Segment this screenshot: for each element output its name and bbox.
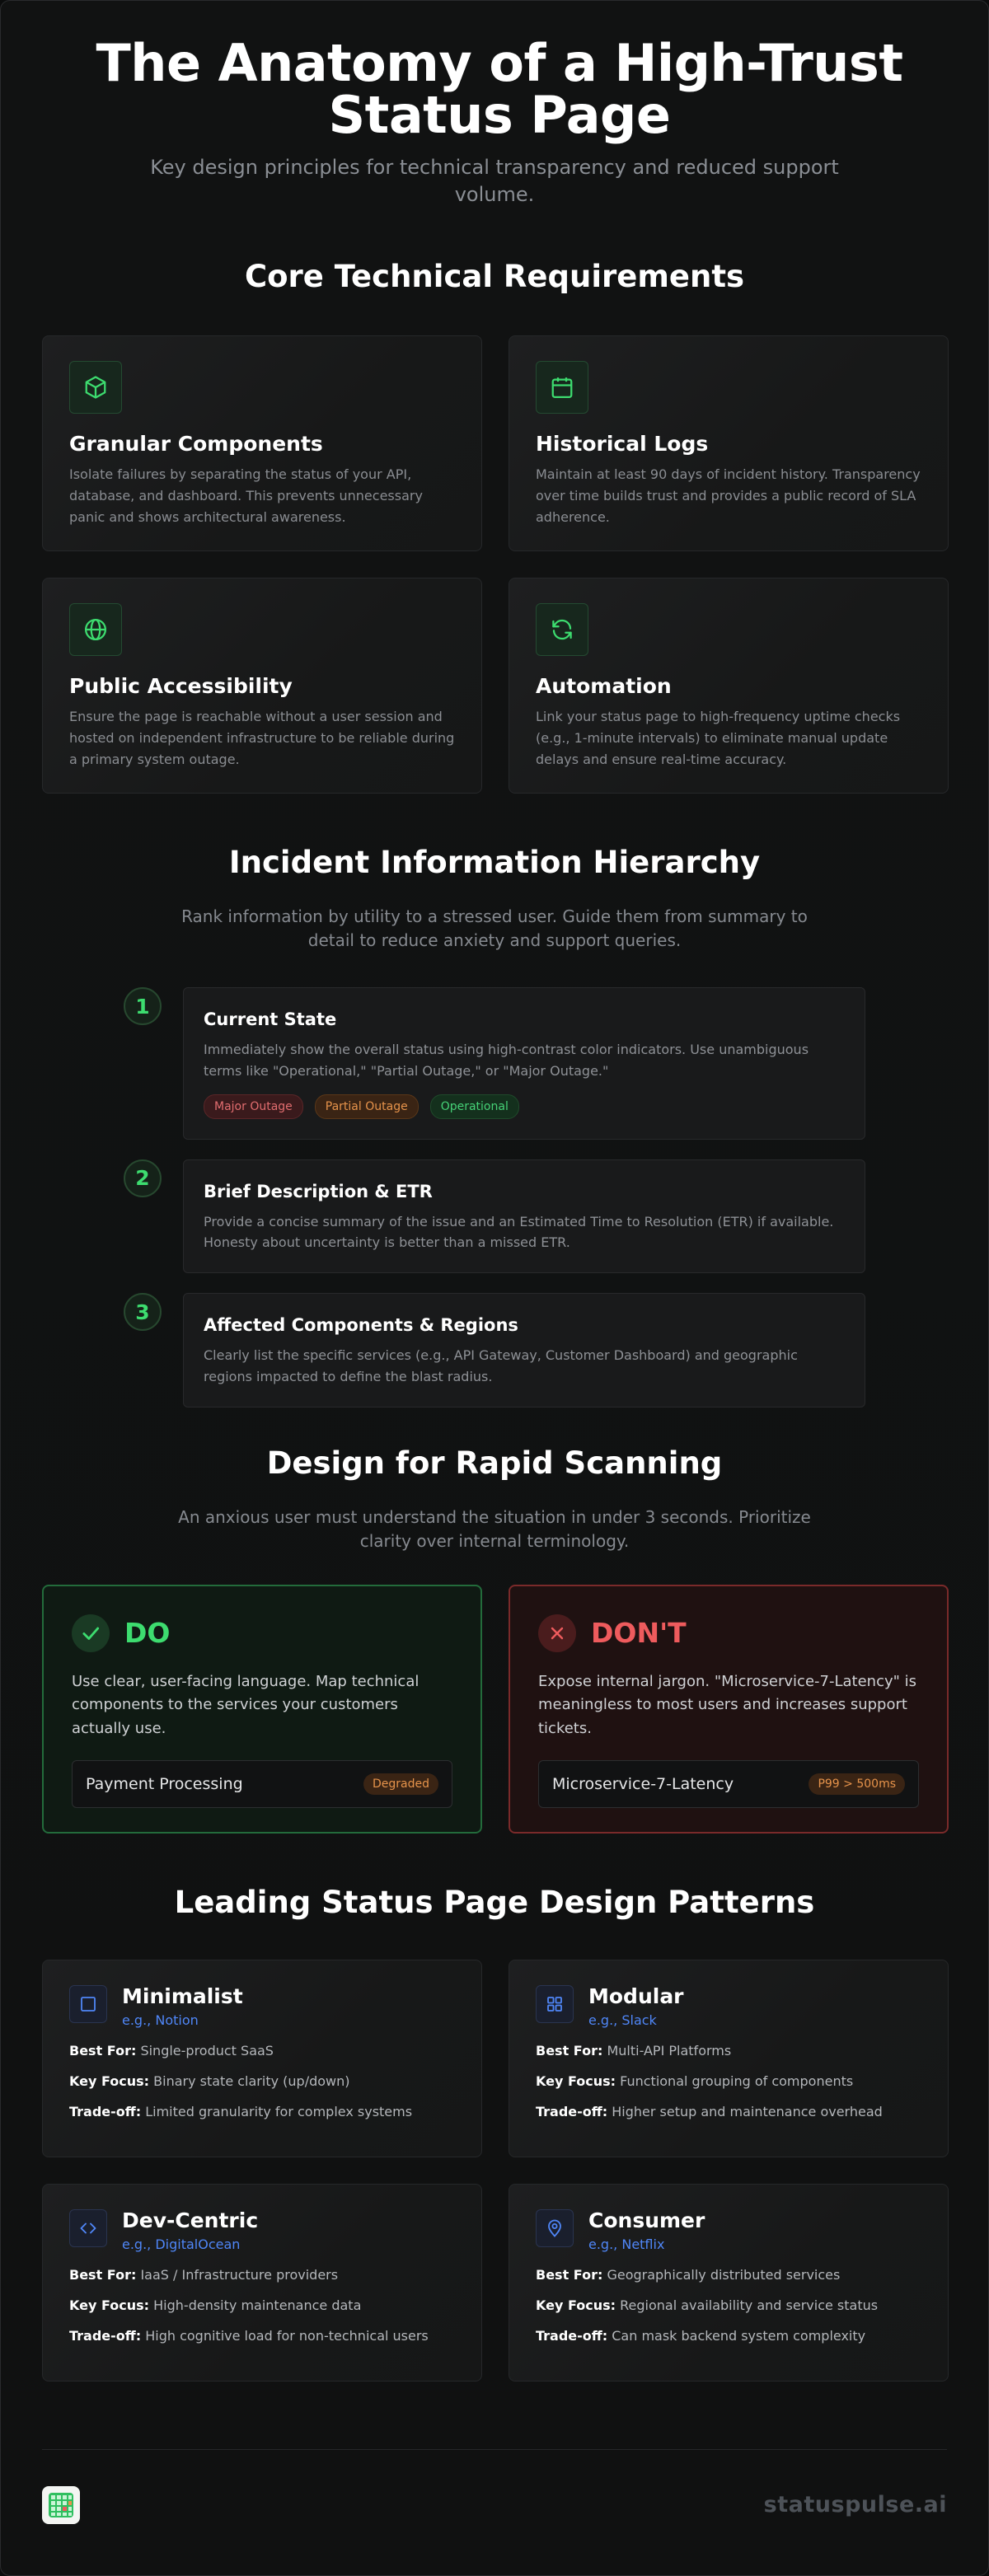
footer bbox=[42, 2450, 947, 2560]
patterns-title: Leading Status Page Design Patterns bbox=[174, 1884, 815, 1920]
requirement-card bbox=[509, 335, 949, 551]
requirement-card bbox=[509, 578, 949, 794]
dont-card bbox=[509, 1585, 949, 1834]
refresh-icon bbox=[536, 603, 588, 656]
requirement-title: Granular Components bbox=[69, 432, 323, 457]
do-header bbox=[72, 1614, 452, 1652]
requirement-text: Maintain at least 90 days of incident history. Transparency over time builds trust and provides a public record of SLA adherence. bbox=[536, 466, 921, 526]
requirement-title: Automation bbox=[536, 674, 672, 699]
step-card bbox=[183, 1293, 865, 1407]
step-title: Affected Components & Regions bbox=[204, 1315, 518, 1336]
requirements-title: Core Technical Requirements bbox=[244, 259, 745, 295]
step-text: Immediately show the overall status using high-contrast color indicators. Use unambiguous terms like "Operational," "Partial Outage," or "Major Outage." bbox=[204, 1042, 809, 1079]
pattern-title: Modular bbox=[588, 1984, 684, 2008]
status-pill-operational: Operational bbox=[430, 1094, 519, 1119]
pattern-header bbox=[536, 2209, 921, 2253]
requirement-text: Isolate failures by separating the status of your API, database, and dashboard. This prevents unnecessary panic and shows architectural awareness. bbox=[69, 466, 423, 526]
pattern-title: Minimalist bbox=[122, 1984, 243, 2008]
pattern-title: Consumer bbox=[588, 2208, 705, 2232]
pattern-trade-off: Trade-off: Limited granularity for complex systems bbox=[69, 2104, 413, 2120]
status-pills bbox=[204, 1094, 845, 1119]
status-pill-major-outage: Major Outage bbox=[204, 1094, 303, 1119]
pattern-card bbox=[509, 1960, 949, 2157]
do-label: DO bbox=[124, 1617, 171, 1650]
requirement-text: Link your status page to high-frequency uptime checks (e.g., 1-minute intervals) to eliminate manual update delays and ensure real-time accuracy. bbox=[536, 709, 901, 768]
step-title: Current State bbox=[204, 1009, 337, 1030]
pattern-header bbox=[536, 1985, 921, 2029]
globe-icon bbox=[69, 603, 122, 656]
dont-label: DON'T bbox=[591, 1617, 687, 1650]
do-example-row bbox=[72, 1760, 452, 1808]
dont-header bbox=[538, 1614, 919, 1652]
step-card bbox=[183, 1159, 865, 1274]
box-icon bbox=[69, 361, 122, 414]
pattern-details bbox=[536, 2043, 921, 2119]
requirement-title: Public Accessibility bbox=[69, 674, 293, 699]
scanning-section bbox=[42, 1445, 947, 1834]
code-icon bbox=[69, 2209, 107, 2247]
patterns-grid bbox=[42, 1960, 947, 2382]
pattern-key-focus: Key Focus: Binary state clarity (up/down) bbox=[69, 2073, 350, 2090]
pattern-trade-off: Trade-off: Higher setup and maintenance overhead bbox=[536, 2104, 883, 2120]
step-number: 3 bbox=[124, 1293, 162, 1331]
hierarchy-step bbox=[124, 1293, 865, 1407]
pattern-best-for: Best For: IaaS / Infrastructure providers bbox=[69, 2267, 339, 2283]
square-icon bbox=[69, 1985, 107, 2023]
pattern-card bbox=[42, 1960, 482, 2157]
pattern-best-for: Best For: Multi-API Platforms bbox=[536, 2043, 732, 2059]
pattern-best-for: Best For: Geographically distributed services bbox=[536, 2267, 841, 2283]
step-number: 1 bbox=[124, 987, 162, 1025]
grid-icon bbox=[536, 1985, 574, 2023]
requirement-card bbox=[42, 335, 482, 551]
do-dont-grid bbox=[42, 1585, 947, 1834]
close-icon bbox=[538, 1614, 576, 1652]
pattern-trade-off: Trade-off: High cognitive load for non-technical users bbox=[69, 2328, 429, 2344]
pattern-details bbox=[69, 2043, 455, 2119]
hierarchy-step bbox=[124, 987, 865, 1140]
pattern-key-focus: Key Focus: High-density maintenance data bbox=[69, 2297, 362, 2314]
logo-icon bbox=[42, 2486, 80, 2524]
hero bbox=[42, 1, 947, 208]
requirement-title: Historical Logs bbox=[536, 432, 709, 457]
pattern-details bbox=[536, 2267, 921, 2344]
requirement-card bbox=[42, 578, 482, 794]
pattern-example: e.g., Netflix bbox=[588, 2236, 665, 2253]
pattern-key-focus: Key Focus: Functional grouping of components bbox=[536, 2073, 854, 2090]
requirements-section bbox=[42, 259, 947, 794]
hierarchy-title: Incident Information Hierarchy bbox=[228, 845, 761, 881]
brand-name: statuspulse.ai bbox=[763, 2492, 947, 2518]
pattern-header bbox=[69, 1985, 455, 2029]
pattern-key-focus: Key Focus: Regional availability and service status bbox=[536, 2297, 879, 2314]
pattern-header bbox=[69, 2209, 455, 2253]
hierarchy-section bbox=[42, 845, 947, 1407]
pattern-example: e.g., Notion bbox=[122, 2012, 199, 2029]
pattern-card bbox=[42, 2184, 482, 2382]
calendar-icon bbox=[536, 361, 588, 414]
status-pill-partial-outage: Partial Outage bbox=[315, 1094, 419, 1119]
step-text: Provide a concise summary of the issue and an Estimated Time to Resolution (ETR) if available. Honesty about uncertainty is better than a missed ETR. bbox=[204, 1213, 834, 1251]
requirements-grid bbox=[42, 335, 947, 794]
pattern-best-for: Best For: Single-product SaaS bbox=[69, 2043, 274, 2059]
page-subtitle: Key design principles for technical transparency and reduced support volume. bbox=[150, 156, 839, 206]
hierarchy-step bbox=[124, 1159, 865, 1274]
pattern-trade-off: Trade-off: Can mask backend system complexity bbox=[536, 2328, 866, 2344]
pattern-title: Dev-Centric bbox=[122, 2208, 259, 2232]
requirement-text: Ensure the page is reachable without a user session and hosted on independent infrastructure to be reliable during a primary system outage. bbox=[69, 709, 455, 768]
dont-example-name: Microservice-7-Latency bbox=[552, 1775, 734, 1794]
pattern-details bbox=[69, 2267, 455, 2344]
step-number: 2 bbox=[124, 1159, 162, 1197]
step-text: Clearly list the specific services (e.g., API Gateway, Customer Dashboard) and geographic regions impacted to define the blast radius. bbox=[204, 1347, 798, 1384]
pattern-card bbox=[509, 2184, 949, 2382]
do-example-name: Payment Processing bbox=[86, 1775, 243, 1794]
step-card bbox=[183, 987, 865, 1140]
map-pin-icon bbox=[536, 2209, 574, 2247]
do-card bbox=[42, 1585, 482, 1834]
do-example-tag: Degraded bbox=[363, 1773, 438, 1795]
hierarchy-subtitle: Rank information by utility to a stressed user. Guide them from summary to detail to reduce anxiety and support queries. bbox=[181, 906, 808, 951]
hierarchy-steps bbox=[124, 987, 865, 1407]
pattern-example: e.g., Slack bbox=[588, 2012, 657, 2029]
pattern-example: e.g., DigitalOcean bbox=[122, 2236, 241, 2253]
dont-example-tag: P99 > 500ms bbox=[809, 1773, 905, 1795]
dont-text: Expose internal jargon. "Microservice-7-Latency" is meaningless to most users and increases support tickets. bbox=[538, 1672, 916, 1737]
scanning-subtitle: An anxious user must understand the situation in under 3 seconds. Prioritize clarity over internal terminology. bbox=[178, 1506, 811, 1551]
scanning-title: Design for Rapid Scanning bbox=[266, 1445, 723, 1481]
patterns-section bbox=[42, 1885, 947, 2382]
page-title: The Anatomy of a High-Trust Status Page bbox=[96, 33, 903, 146]
dont-example-row bbox=[538, 1760, 919, 1808]
do-text: Use clear, user-facing language. Map technical components to the services your customers actually use. bbox=[72, 1672, 420, 1737]
check-icon bbox=[72, 1614, 110, 1652]
step-title: Brief Description & ETR bbox=[204, 1181, 433, 1201]
